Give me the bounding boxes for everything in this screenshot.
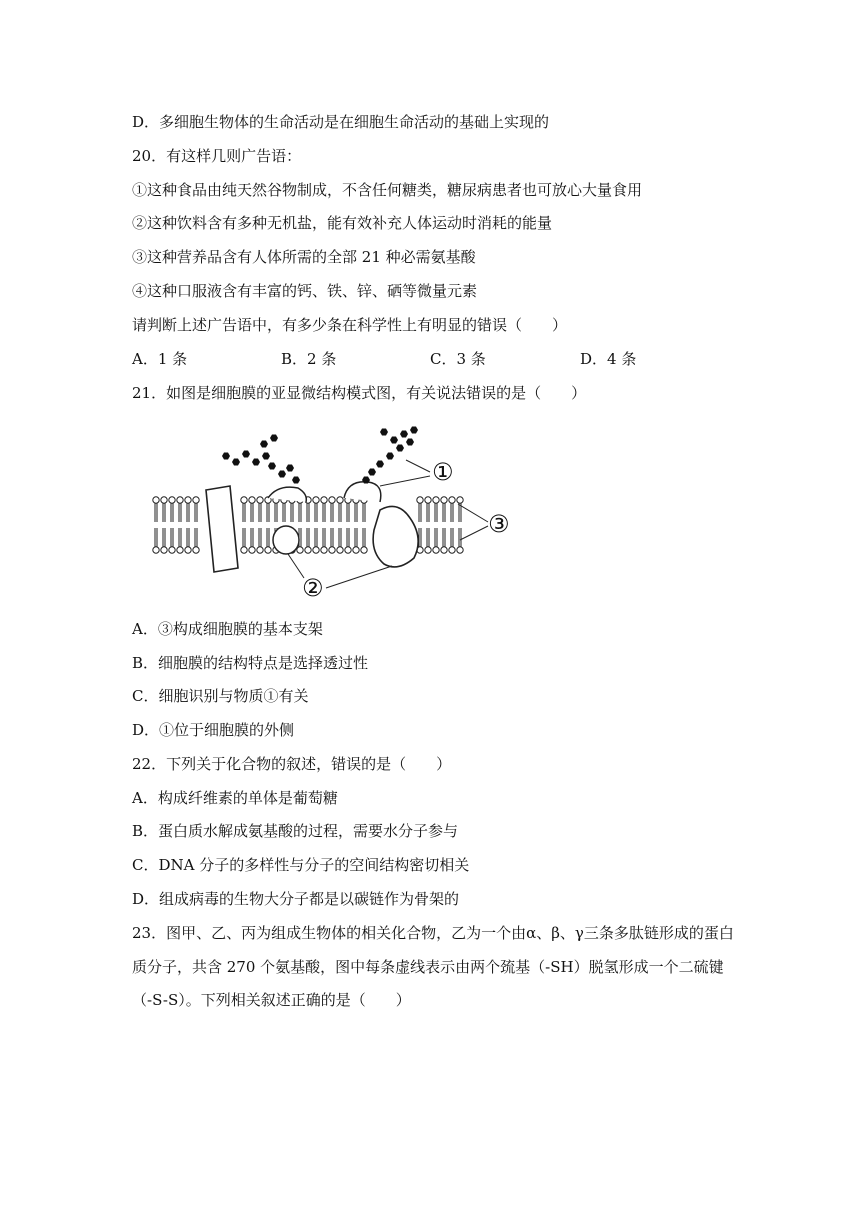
lipid-tail (171, 528, 173, 547)
lipid-head (337, 497, 343, 503)
lipid-head (329, 547, 335, 553)
q20-option-a: A．1 条 (132, 350, 188, 368)
lipid-head (249, 497, 255, 503)
q20-stem: 20．有这样几则广告语： (132, 147, 302, 165)
lipid-tail (195, 528, 197, 547)
lipid-tail (267, 528, 269, 547)
lipid-head (313, 497, 319, 503)
q21-option-c: C．细胞识别与物质①有关 (132, 687, 309, 705)
sugar-unit (406, 439, 414, 446)
lipid-head (321, 497, 327, 503)
label-2: ② (302, 574, 324, 602)
lipid-head (177, 547, 183, 553)
lipid-tail (187, 503, 189, 522)
lipid-head (337, 547, 343, 553)
sugar-unit (270, 435, 278, 442)
lipid-tail (331, 528, 333, 547)
sugar-unit (232, 459, 240, 466)
lipid-head (305, 547, 311, 553)
lipid-head (241, 547, 247, 553)
lipid-head (153, 497, 159, 503)
sugar-unit (278, 471, 286, 478)
lipid-tail (243, 503, 245, 522)
lipid-head (329, 497, 335, 503)
lipid-head (161, 547, 167, 553)
lipid-head (353, 547, 359, 553)
lipid-head (193, 547, 199, 553)
lipid-tail (259, 528, 261, 547)
leader-line-1a (406, 460, 430, 472)
sugar-unit (400, 431, 408, 438)
lipid-head (313, 547, 319, 553)
lipid-tail (451, 503, 453, 522)
sugar-unit (286, 465, 294, 472)
q19-option-d: D．多细胞生物体的生命活动是在细胞生命活动的基础上实现的 (132, 113, 550, 131)
lipid-head (457, 497, 463, 503)
lipid-head (449, 547, 455, 553)
q20-statement-1: ①这种食品由纯天然谷物制成，不含任何糖类，糖尿病患者也可放心大量食用 (132, 181, 643, 199)
q21-option-d: D．①位于细胞膜的外侧 (132, 721, 295, 739)
lipid-tail (187, 528, 189, 547)
q20-question: 请判断上述广告语中，有多少条在科学性上有明显的错误（ ） (132, 316, 568, 334)
lipid-head (425, 497, 431, 503)
q22-option-d: D．组成病毒的生物大分子都是以碳链作为骨架的 (132, 890, 460, 908)
lipid-tail (243, 528, 245, 547)
q23-stem-line-3: （-S-S）。下列相关叙述正确的是（ ） (132, 991, 411, 1009)
q22-stem: 22．下列关于化合物的叙述，错误的是（ ） (132, 755, 452, 773)
lipid-tail (163, 503, 165, 522)
lipid-tail (339, 528, 341, 547)
lipid-tail (427, 503, 429, 522)
lipid-head (321, 547, 327, 553)
lipid-head (449, 497, 455, 503)
lipid-head (297, 547, 303, 553)
lipid-tail (363, 503, 365, 522)
lipid-head (169, 497, 175, 503)
lipid-tail (451, 528, 453, 547)
lipid-tail (347, 503, 349, 522)
lipid-tail (459, 528, 461, 547)
lipid-tail (363, 528, 365, 547)
lipid-tail (275, 503, 277, 522)
lipid-head (249, 547, 255, 553)
lipid-head (361, 547, 367, 553)
label-1: ① (432, 458, 454, 486)
lipid-tail (251, 528, 253, 547)
q21-stem: 21．如图是细胞膜的亚显微结构模式图，有关说法错误的是（ ） (132, 384, 587, 402)
embedded-protein-small (273, 526, 299, 554)
leader-line-1b (380, 476, 430, 486)
lipid-head (257, 497, 263, 503)
lipid-tail (195, 503, 197, 522)
q21-option-b: B．细胞膜的结构特点是选择透过性 (132, 654, 369, 672)
lipid-head (185, 547, 191, 553)
lipid-tail (267, 503, 269, 522)
lipid-tail (323, 503, 325, 522)
lipid-tail (339, 503, 341, 522)
embedded-protein-large (373, 506, 418, 566)
lipid-tail (419, 503, 421, 522)
sugar-unit (410, 427, 418, 434)
lipid-head (441, 497, 447, 503)
lipid-tail (355, 528, 357, 547)
sugar-unit (368, 469, 376, 476)
sugar-chain-right (362, 427, 418, 484)
lipid-head (177, 497, 183, 503)
lipid-tail (419, 528, 421, 547)
lipid-tail (307, 528, 309, 547)
lipid-head (457, 547, 463, 553)
lipid-head (441, 547, 447, 553)
lipid-tail (331, 503, 333, 522)
sugar-unit (260, 441, 268, 448)
lipid-head (169, 547, 175, 553)
lipid-tail (435, 503, 437, 522)
lipid-tail (251, 503, 253, 522)
lipid-tail (179, 528, 181, 547)
q20-statement-3: ③这种营养品含有人体所需的全部 21 种必需氨基酸 (132, 248, 476, 266)
lipid-tail (155, 503, 157, 522)
q22-option-b: B．蛋白质水解成氨基酸的过程，需要水分子参与 (132, 822, 459, 840)
lipid-tail (435, 528, 437, 547)
lipid-tail (355, 503, 357, 522)
q20-statement-2: ②这种饮料含有多种无机盐，能有效补充人体运动时消耗的能量 (132, 214, 553, 232)
q20-option-b: B．2 条 (281, 350, 337, 368)
q20-statement-4: ④这种口服液含有丰富的钙、铁、锌、硒等微量元素 (132, 282, 478, 300)
lipid-tail (443, 503, 445, 522)
q21-option-a: A．③构成细胞膜的基本支架 (132, 620, 323, 638)
lipid-tail (307, 503, 309, 522)
q20-option-c: C．3 条 (430, 350, 486, 368)
lipid-head (425, 547, 431, 553)
lipid-tail (155, 528, 157, 547)
lipid-head (161, 497, 167, 503)
sugar-unit (390, 437, 398, 444)
lipid-tail (427, 528, 429, 547)
lipid-head (345, 547, 351, 553)
lipid-head (433, 547, 439, 553)
lipid-tail (171, 503, 173, 522)
q20-option-d: D．4 条 (580, 350, 637, 368)
sugar-unit (268, 463, 276, 470)
lipid-tail (163, 528, 165, 547)
sugar-unit (222, 453, 230, 460)
leader-line-2b (326, 566, 392, 588)
sugar-unit (262, 453, 270, 460)
sugar-chain-left (222, 435, 300, 484)
lipid-tail (315, 528, 317, 547)
sugar-unit (292, 477, 300, 484)
lipid-head (193, 497, 199, 503)
lipid-head (433, 497, 439, 503)
lipid-tail (323, 528, 325, 547)
label-3: ③ (488, 510, 510, 538)
transmembrane-protein (206, 486, 238, 572)
leader-line-3b (460, 526, 488, 540)
lipid-head (185, 497, 191, 503)
lipid-tail (443, 528, 445, 547)
lipid-tail (347, 528, 349, 547)
q22-option-a: A．构成纤维素的单体是葡萄糖 (132, 789, 338, 807)
lipid-head (257, 547, 263, 553)
q22-option-c: C．DNA 分子的多样性与分子的空间结构密切相关 (132, 856, 470, 874)
lipid-head (241, 497, 247, 503)
q23-stem-line-2: 质分子，共含 270 个氨基酸，图中每条虚线表示由两个巯基（-SH）脱氢形成一个二硫键 (132, 958, 724, 976)
lipid-head (265, 547, 271, 553)
sugar-unit (396, 445, 404, 452)
lipid-head (417, 497, 423, 503)
lipid-head (153, 547, 159, 553)
sugar-unit (242, 451, 250, 458)
lipid-tail (179, 503, 181, 522)
lipid-tail (299, 503, 301, 522)
q23-stem-line-1: 23．图甲、乙、丙为组成生物体的相关化合物，乙为一个由α、β、γ三条多肽链形成的蛋白 (132, 924, 734, 942)
leader-line-3a (458, 504, 488, 522)
sugar-unit (252, 459, 260, 466)
sugar-unit (386, 453, 394, 460)
lipid-tail (259, 503, 261, 522)
cell-membrane-diagram (148, 418, 528, 604)
sugar-unit (376, 461, 384, 468)
lipid-tail (283, 503, 285, 522)
lipid-tail (291, 503, 293, 522)
lipid-tail (315, 503, 317, 522)
sugar-unit (380, 429, 388, 436)
